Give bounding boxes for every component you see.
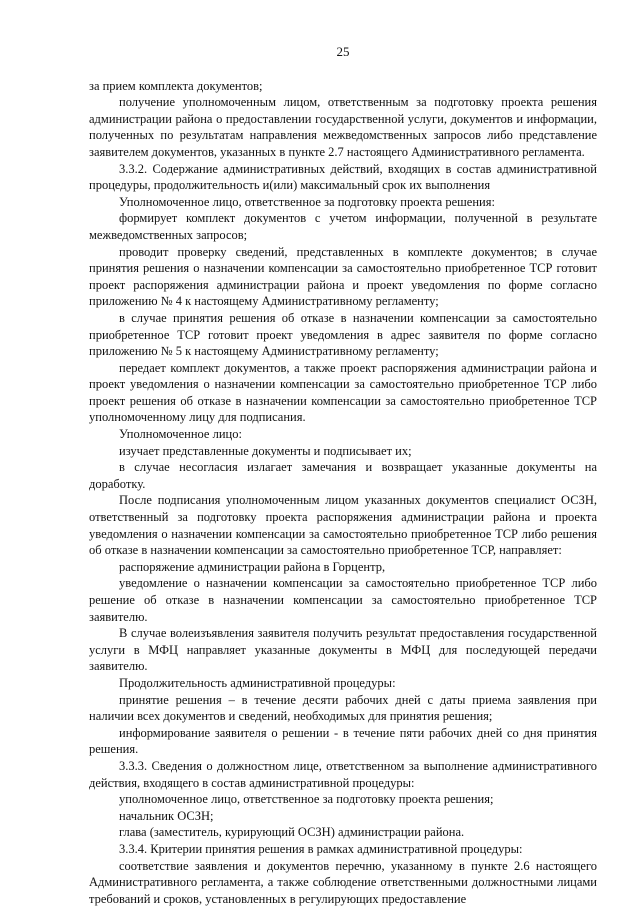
paragraph: получение уполномоченным лицом, ответственным за подготовку проекта решения администрации района о предоставлении государственной услуги, документов и информации, полученных по результатам направления межведомственных запросов либо представление заявителем документов, указанных в пункте 2.7 настоящего Административного регламента. (89, 94, 597, 160)
paragraph: глава (заместитель, курирующий ОСЗН) администрации района. (89, 824, 597, 841)
paragraph: Уполномоченное лицо: (89, 426, 597, 443)
paragraph: проводит проверку сведений, представленных в комплекте документов; в случае принятия решения о назначении компенсации за самостоятельно приобретенное ТСР готовит проект распоряжения администрации района и проект уведомления по форме согласно приложению № 4 к настоящему Административному регламенту; (89, 244, 597, 310)
paragraph: за прием комплекта документов; (89, 78, 597, 95)
paragraph: передает комплект документов, а также проект распоряжения администрации района и проект уведомления о назначении компенсации за самостоятельно приобретенное ТСР либо проект решения об отказе в назначении компенсации за самостоятельно приобретенное ТСР уполномоченному лицу для подписания. (89, 360, 597, 426)
paragraph: уполномоченное лицо, ответственное за подготовку проекта решения; (89, 791, 597, 808)
paragraph: Продолжительность административной процедуры: (89, 675, 597, 692)
paragraph: принятие решения – в течение десяти рабочих дней с даты приема заявления при наличии всех документов и сведений, необходимых для принятия решения; (89, 692, 597, 725)
section-heading-3-3-3: 3.3.3. Сведения о должностном лице, ответственном за выполнение административного действия, входящего в состав административной процедуры: (89, 758, 597, 791)
paragraph: уведомление о назначении компенсации за самостоятельно приобретенное ТСР либо решение об отказе в назначении компенсации за самостоятельно приобретенное ТСР заявителю. (89, 575, 597, 625)
paragraph: Уполномоченное лицо, ответственное за подготовку проекта решения: (89, 194, 597, 211)
paragraph: в случае несогласия излагает замечания и возвращает указанные документы на доработку. (89, 459, 597, 492)
paragraph: начальник ОСЗН; (89, 808, 597, 825)
paragraph: В случае волеизъявления заявителя получить результат предоставления государственной услуги в МФЦ направляет указанные документы в МФЦ для последующей передачи заявителю. (89, 625, 597, 675)
paragraph: распоряжение администрации района в Горцентр, (89, 559, 597, 576)
paragraph: информирование заявителя о решении - в течение пяти рабочих дней со дня принятия решения. (89, 725, 597, 758)
page-number: 25 (89, 44, 597, 61)
paragraph: формирует комплект документов с учетом информации, полученной в результате межведомственных запросов; (89, 210, 597, 243)
paragraph: в случае принятия решения об отказе в назначении компенсации за самостоятельно приобретенное ТСР готовит проект уведомления в адрес заявителя по форме согласно приложению № 5 к настоящему Административному регламенту; (89, 310, 597, 360)
paragraph: соответствие заявления и документов перечню, указанному в пункте 2.6 настоящего Административного регламента, а также соблюдение ответственными должностными лицами требований и сроков, установленных в регулирующих предоставление (89, 858, 597, 907)
paragraph: изучает представленные документы и подписывает их; (89, 443, 597, 460)
section-heading-3-3-2: 3.3.2. Содержание административных действий, входящих в состав административной процедуры, продолжительность и(или) максимальный срок их выполнения (89, 161, 597, 194)
section-heading-3-3-4: 3.3.4. Критерии принятия решения в рамках административной процедуры: (89, 841, 597, 858)
document-body (89, 78, 597, 907)
paragraph: После подписания уполномоченным лицом указанных документов специалист ОСЗН, ответственный за подготовку проекта распоряжения администрации района и проекта уведомления о назначении компенсации за самостоятельно приобретенное ТСР либо решения об отказе в назначении компенсации за самостоятельно приобретенное ТСР, направляет: (89, 492, 597, 558)
